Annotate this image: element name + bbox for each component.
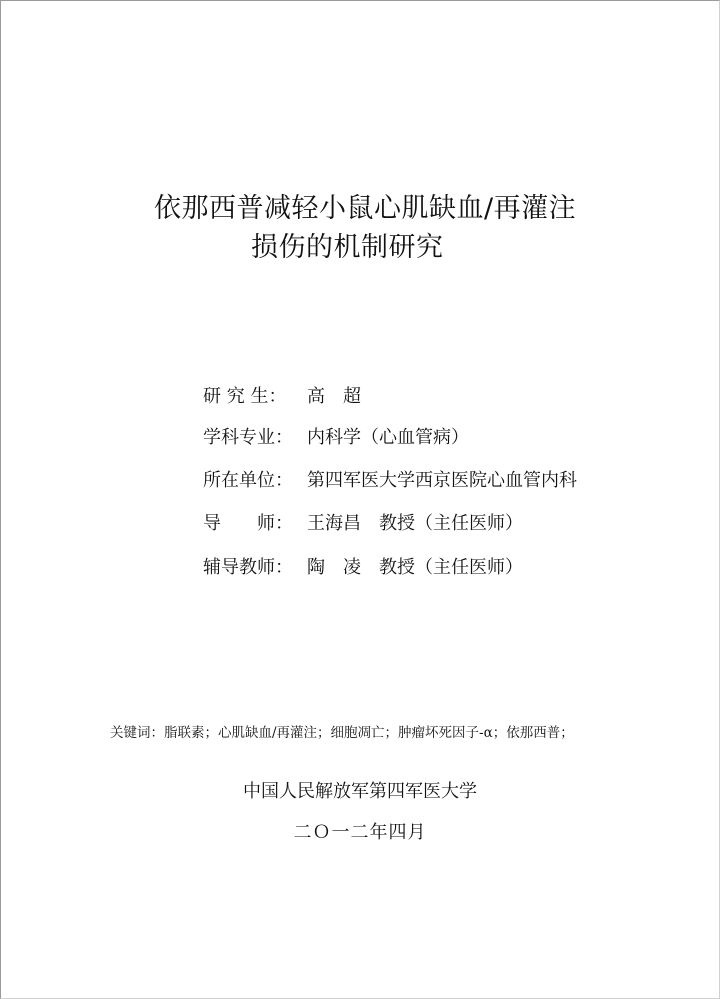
keywords: 关键词：脂联素；心肌缺血/再灌注；细胞凋亡；肿瘤坏死因子-α；依那西普； [110,725,574,741]
student-label: 研 究 生： [203,386,287,407]
submission-date: 二Ｏ一二年四月 [293,822,427,843]
info-row-major [203,425,469,450]
unit-value: 第四军医大学西京医院心血管内科 [307,470,577,491]
info-row-supervisor [203,511,523,536]
major-value: 内科学（心血管病） [307,427,469,448]
university-name: 中国人民解放军第四军医大学 [243,781,477,802]
thesis-title-line-2: 损伤的机制研究 [251,232,444,263]
info-row-unit [203,468,577,493]
assistant-supervisor-value: 陶 凌 教授（主任医师） [307,557,523,578]
info-row-student [203,384,361,409]
assistant-supervisor-label: 辅导教师： [203,557,293,578]
student-value: 高 超 [307,386,361,407]
major-label: 学科专业： [203,427,293,448]
supervisor-label: 导 师： [203,513,293,534]
supervisor-value: 王海昌 教授（主任医师） [307,513,523,534]
thesis-title-line-1: 依那西普减轻小鼠心肌缺血/再灌注 [154,193,577,224]
unit-label: 所在单位： [203,470,293,491]
info-row-assistant-supervisor [203,555,523,580]
